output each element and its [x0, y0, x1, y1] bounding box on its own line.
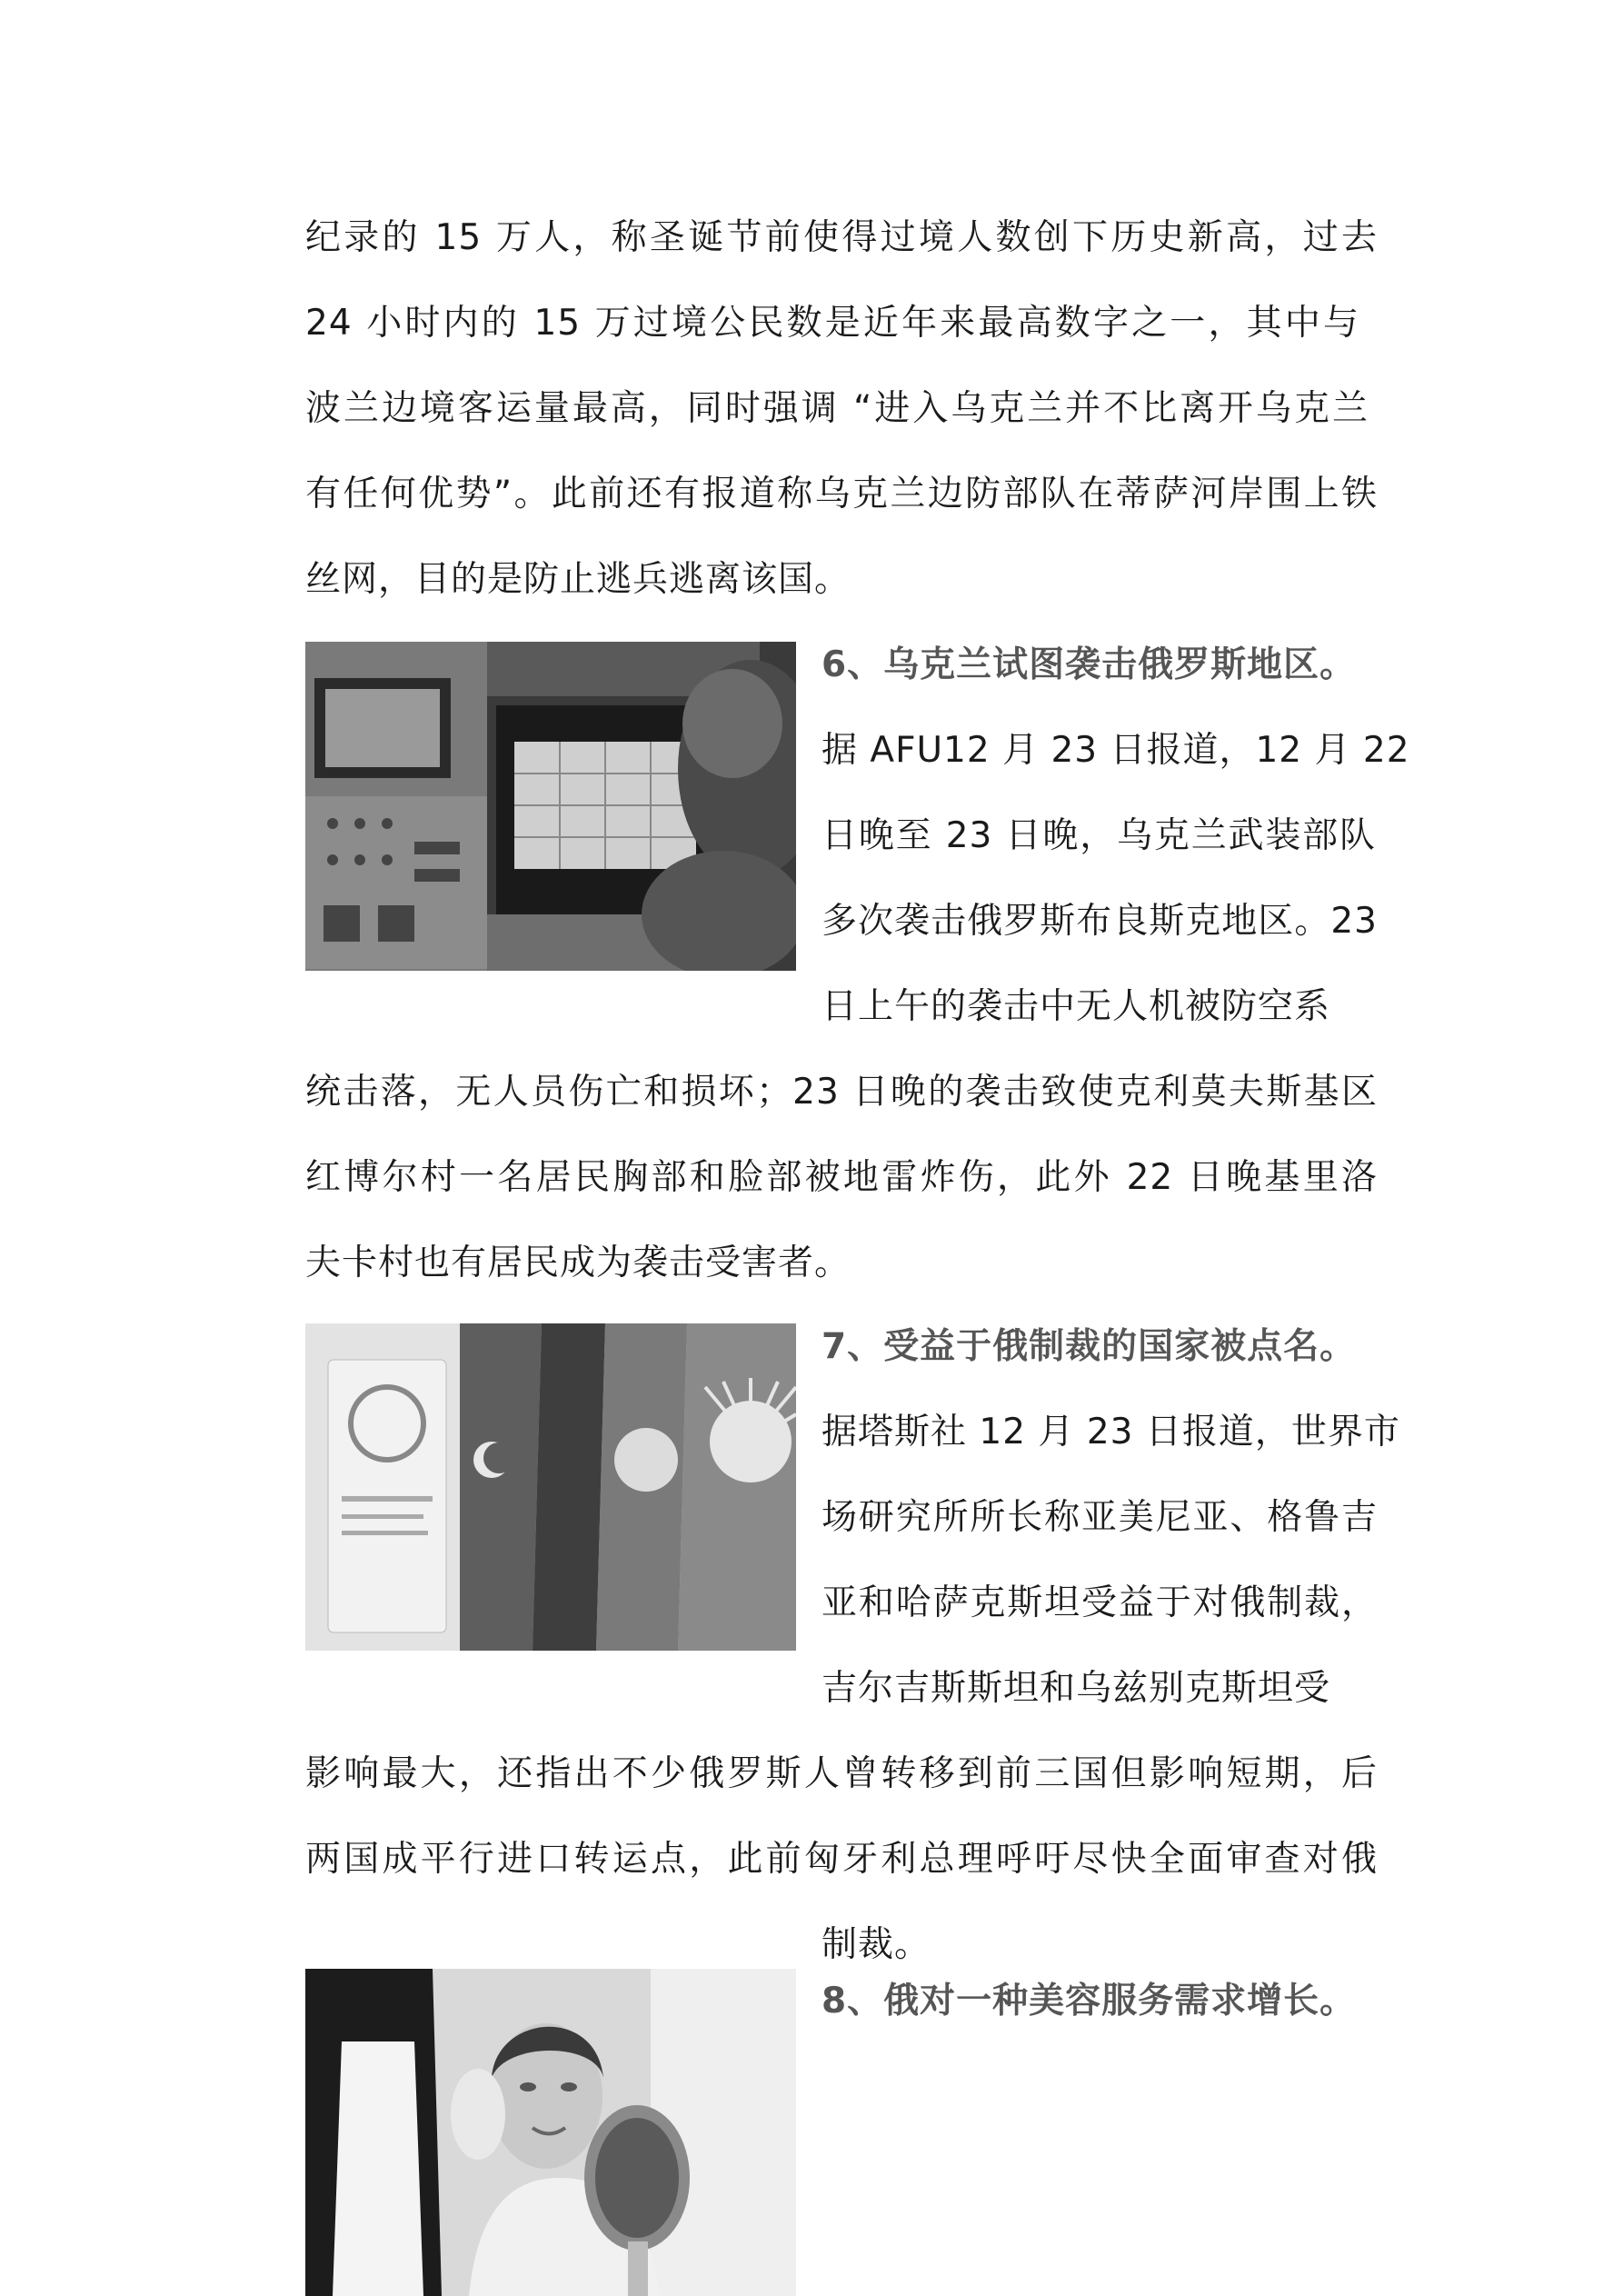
section7-side-line-1: 据塔斯社 12 月 23 日报道，世界市: [821, 1412, 1400, 1452]
intro-line-5: 丝网，目的是防止逃兵逃离该国。: [305, 559, 851, 600]
section6-line-2: 红博尔村一名居民胸部和脸部被地雷炸伤，此外 22 日晚基里洛: [305, 1157, 1378, 1198]
section7-line-1: 影响最大，还指出不少俄罗斯人曾转移到前三国但影响短期，后: [305, 1753, 1378, 1794]
section7-side-line-4: 吉尔吉斯斯坦和乌兹别克斯坦受: [821, 1668, 1331, 1709]
section6-heading: 6、乌克兰试图袭击俄罗斯地区。: [821, 644, 1357, 685]
intro-line-2: 24 小时内的 15 万过境公民数是近年来最高数字之一，其中与: [305, 303, 1359, 344]
intro-line-3: 波兰边境客运量最高，同时强调 “进入乌克兰并不比离开乌克兰: [305, 388, 1369, 429]
section6-side-line-2: 日晚至 23 日晚，乌克兰武装部队: [821, 815, 1376, 856]
section6-side-line-3: 多次袭击俄罗斯布良斯克地区。23: [821, 901, 1378, 942]
section6-side-line-1: 据 AFU12 月 23 日报道，12 月 22: [821, 730, 1410, 771]
military-control-room-photo: [305, 642, 796, 971]
section8-heading: 8、俄对一种美容服务需求增长。: [821, 1981, 1357, 2021]
section6-side-line-4: 日上午的袭击中无人机被防空系: [821, 986, 1331, 1027]
section6-line-3: 夫卡村也有居民成为袭击受害者。: [305, 1243, 851, 1283]
section7-line-3: 制裁。: [821, 1924, 931, 1965]
intro-line-4: 有任何优势”。此前还有报道称乌克兰边防部队在蒂萨河岸围上铁: [305, 474, 1378, 514]
section7-heading: 7、受益于俄制裁的国家被点名。: [821, 1326, 1357, 1367]
flags-photo: [305, 1323, 796, 1651]
section7-side-line-2: 场研究所所长称亚美尼亚、格鲁吉: [821, 1497, 1378, 1538]
beauty-treatment-photo: [305, 1969, 796, 2296]
intro-line-1: 纪录的 15 万人，称圣诞节前使得过境人数创下历史新高，过去: [305, 217, 1378, 258]
section7-line-2: 两国成平行进口转运点，此前匈牙利总理呼吁尽快全面审查对俄: [305, 1839, 1378, 1880]
section6-line-1: 统击落，无人员伤亡和损坏；23 日晚的袭击致使克利莫夫斯基区: [305, 1072, 1378, 1113]
section7-side-line-3: 亚和哈萨克斯坦受益于对俄制裁，: [821, 1582, 1378, 1623]
